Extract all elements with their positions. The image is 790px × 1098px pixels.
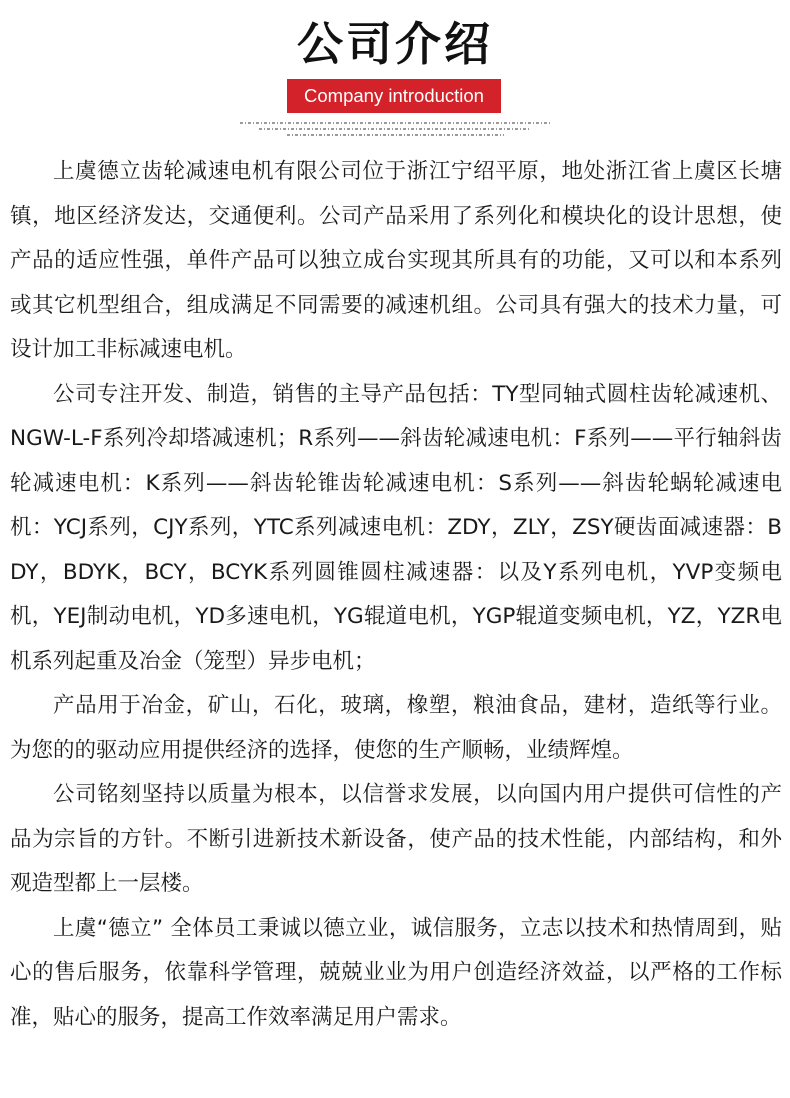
page-subtitle: Company introduction xyxy=(304,85,484,106)
subtitle-banner xyxy=(287,79,501,113)
page-title: 公司介绍 xyxy=(297,17,493,71)
decorative-fineprint xyxy=(240,122,550,146)
service-paragraph: 上虞“德立” 全体员工秉诚以德立业，诚信服务，立志以技术和热情周到，贴心的售后服务，依靠科学管理，兢兢业业为用户创造经济效益，以严格的工作标准，贴心的服务，提高工作效率满足用户需求。 xyxy=(10,915,782,1030)
fineprint-line xyxy=(287,134,504,136)
fineprint-line xyxy=(240,122,550,124)
company-intro-body xyxy=(10,150,782,1040)
intro-paragraph: 上虞德立齿轮减速电机有限公司位于浙江宁绍平原，地处浙江省上虞区长塘镇，地区经济发达，交通便利。公司产品采用了系列化和模块化的设计思想，使产品的适应性强，单件产品可以独立成台实现其所具有的功能，又可以和本系列或其它机型组合，组成满足不同需要的减速机组。公司具有强大的技术力量，可设计加工非标减速电机。 xyxy=(10,159,782,362)
products-paragraph: 公司专注开发、制造，销售的主导产品包括：TY型同轴式圆柱齿轮减速机、NGW-L-F系列冷却塔减速机；R系列——斜齿轮减速电机：F系列——平行轴斜齿轮减速电机：K系列——斜齿轮锥齿轮减速电机：S系列——斜齿轮蜗轮减速电机：YCJ系列，CJY系列，YTC系列减速电机：ZDY，ZLY，ZSY硬齿面减速器：BDY，BDYK，BCY，BCYK系列圆锥圆柱减速器：以及Y系列电机，YVP变频电机，YEJ制动电机，YD多速电机，YG辊道电机，YGP辊道变频电机，YZ，YZR电机系列起重及冶金（笼型）异步电机； xyxy=(10,381,782,674)
applications-paragraph: 产品用于冶金，矿山，石化，玻璃，橡塑，粮油食品，建材，造纸等行业。为您的的驱动应用提供经济的选择，使您的生产顺畅，业绩辉煌。 xyxy=(10,693,782,763)
page-header xyxy=(0,0,790,135)
fineprint-line xyxy=(259,128,532,130)
quality-paragraph: 公司铭刻坚持以质量为根本，以信誉求发展，以向国内用户提供可信性的产品为宗旨的方针。不断引进新技术新设备，使产品的技术性能，内部结构，和外观造型都上一层楼。 xyxy=(10,782,782,896)
